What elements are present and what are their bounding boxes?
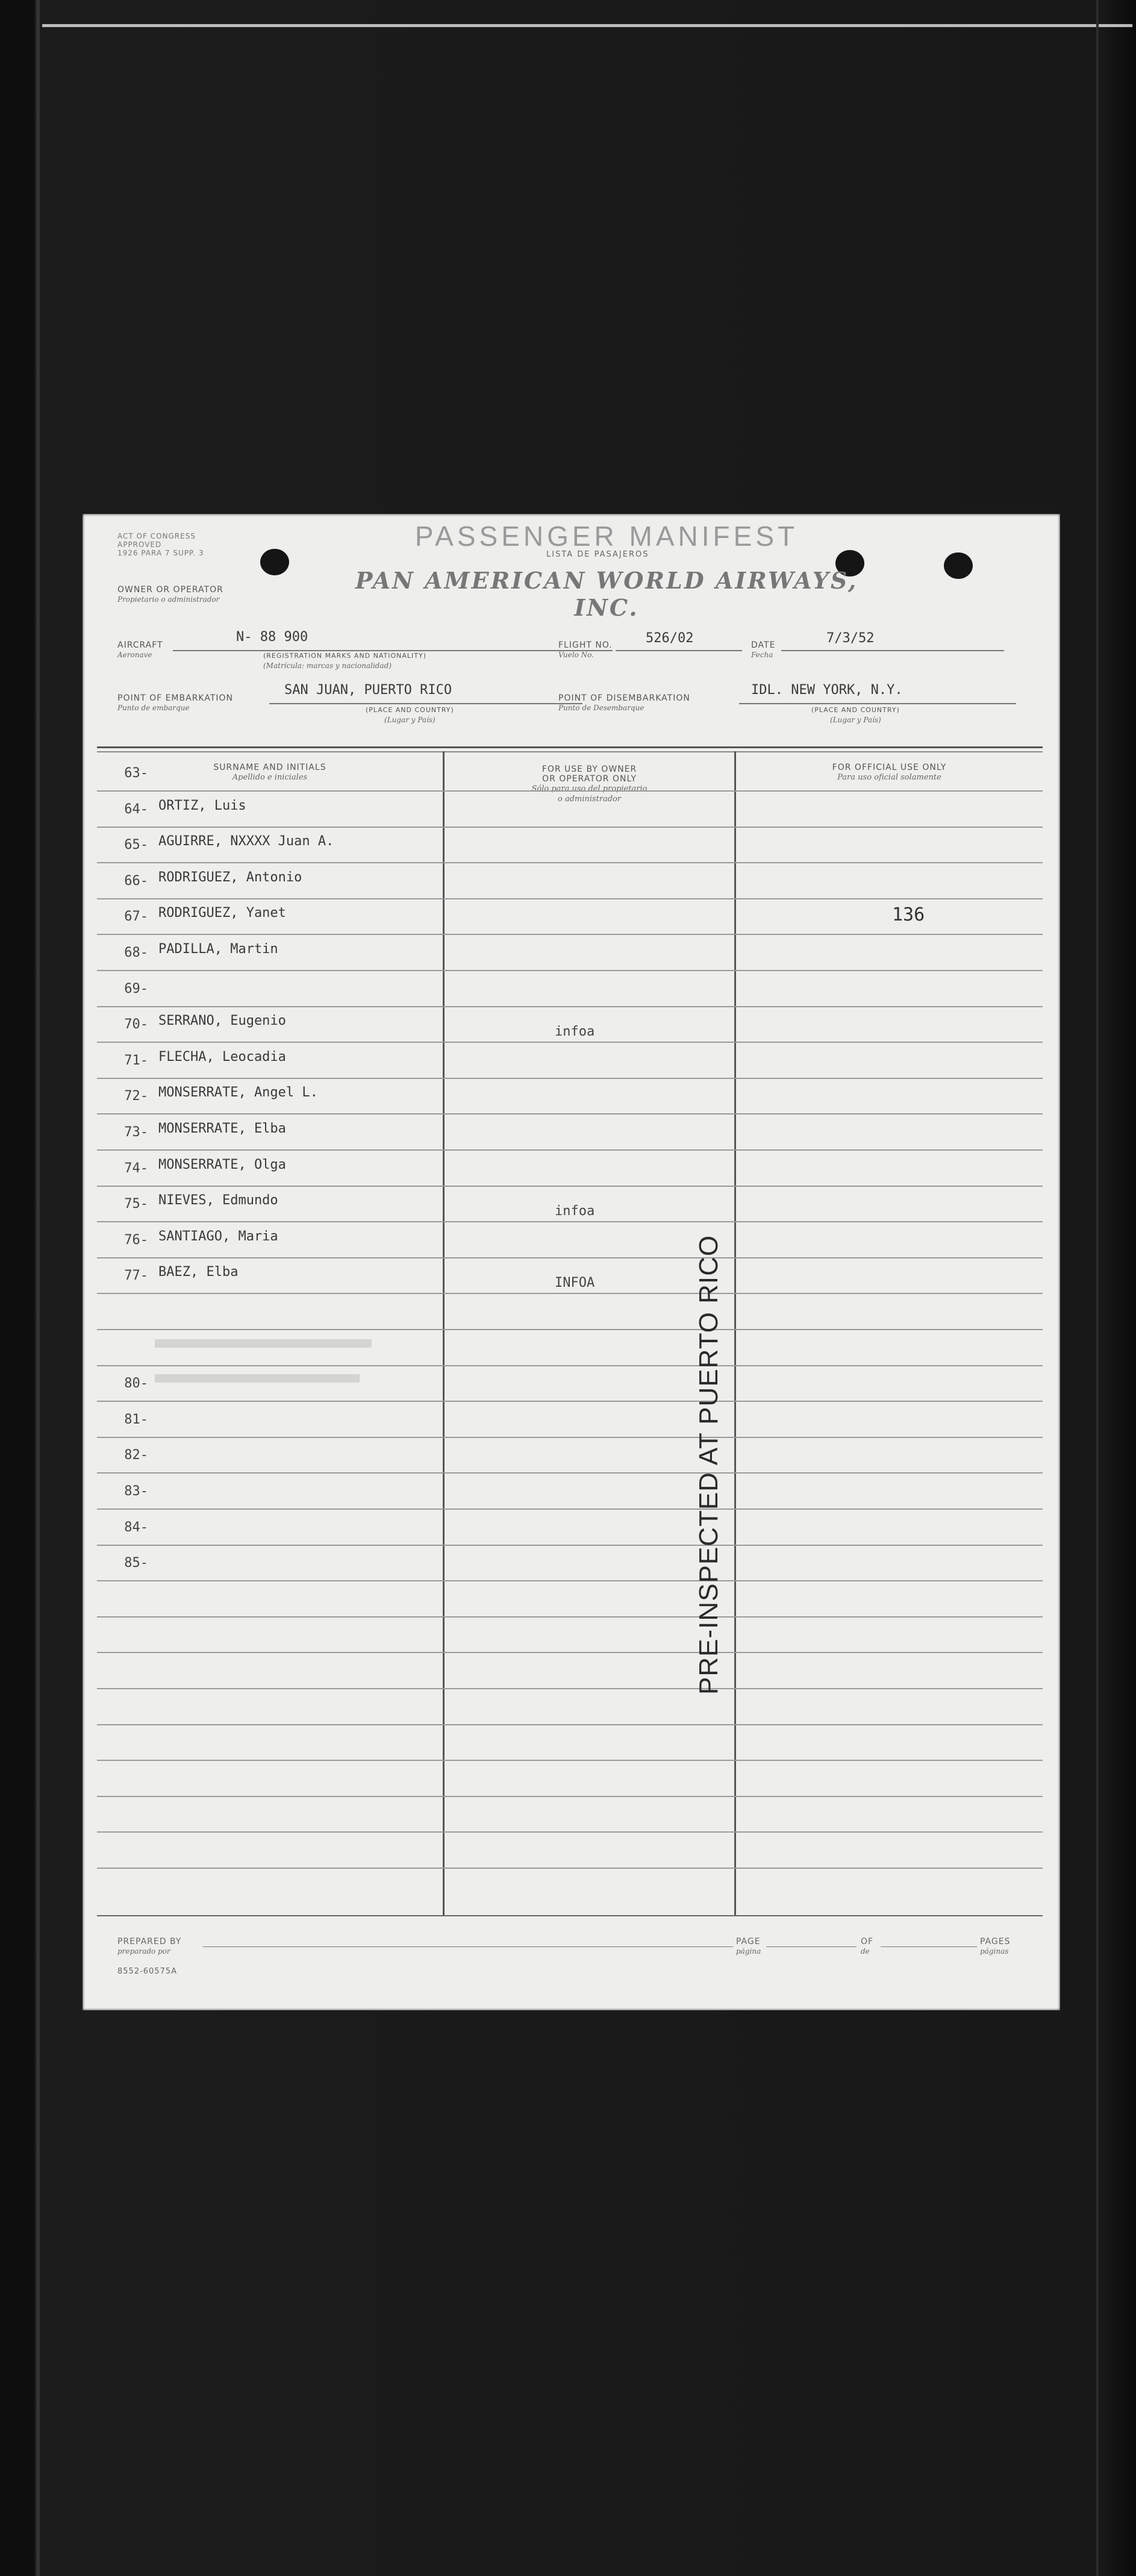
table-row	[97, 1222, 1043, 1258]
prepared-by-line	[203, 1946, 733, 1947]
table-row	[97, 1581, 1043, 1618]
owner-label: OWNER OR OPERATOR Propietario o administrador	[117, 585, 223, 604]
prepared-by-label: PREPARED BY preparado por	[117, 1937, 182, 1955]
table-top-rule	[97, 746, 1043, 748]
embarkation-label: POINT OF EMBARKATION Punto de embarque	[117, 693, 234, 712]
passenger-name: MONSERRATE, Elba	[158, 1121, 286, 1136]
aircraft-label: AIRCRAFT Aeronave	[117, 640, 163, 659]
disembarkation-value: IDL. NEW YORK, N.Y.	[751, 683, 903, 698]
faded-entry	[155, 1339, 372, 1348]
passenger-name: SERRANO, Eugenio	[158, 1013, 286, 1029]
embarkation-value: SAN JUAN, PUERTO RICO	[284, 683, 452, 698]
airline-name: PAN AMERICAN WORLD AIRWAYS, INC.	[355, 567, 858, 621]
flight-underline	[616, 650, 742, 651]
passenger-name: RODRIGUEZ, Antonio	[158, 869, 302, 885]
faded-entry	[155, 1374, 360, 1383]
owner-use-note: INFOA	[555, 1275, 595, 1291]
date-underline	[781, 650, 1004, 651]
table-row	[97, 827, 1043, 863]
date-label: DATE Fecha	[751, 640, 776, 659]
passenger-name: MONSERRATE, Angel L.	[158, 1085, 318, 1101]
table-row	[97, 1042, 1043, 1079]
table-row	[97, 1293, 1043, 1330]
table-row	[97, 1832, 1043, 1869]
disembarkation-label: POINT OF DISEMBARKATION Punto de Desembarque	[558, 693, 690, 712]
form-number: 8552-60575A	[117, 1967, 178, 1976]
table-row	[97, 934, 1043, 971]
row-number: 74-	[124, 1160, 148, 1176]
passenger-name: AGUIRRE, NXXXX Juan A.	[158, 834, 334, 849]
date-value: 7/3/52	[826, 631, 875, 646]
row-number: 67-	[124, 909, 148, 925]
page-title-es: LISTA DE PASAJEROS	[546, 550, 649, 559]
row-number: 76-	[124, 1232, 148, 1248]
passenger-name: MONSERRATE, Olga	[158, 1157, 286, 1172]
flight-value: 526/02	[646, 631, 694, 646]
pages-label: PAGES páginas	[980, 1937, 1011, 1955]
official-use-note: 136	[892, 904, 925, 926]
table-row	[97, 1150, 1043, 1187]
table-row	[97, 1006, 1043, 1043]
row-number: 84-	[124, 1519, 148, 1535]
of-line	[881, 1946, 977, 1947]
owner-use-note: infoa	[555, 1024, 595, 1040]
of-label: OF de	[861, 1937, 874, 1955]
table-row	[97, 1509, 1043, 1546]
table-row	[97, 863, 1043, 899]
table-row	[97, 1330, 1043, 1366]
table-row	[97, 755, 1043, 792]
table-row	[97, 1473, 1043, 1510]
page-title: PASSENGER MANIFEST	[414, 521, 799, 552]
table-row	[97, 791, 1043, 828]
row-number: 80-	[124, 1376, 148, 1392]
row-number: 72-	[124, 1089, 148, 1104]
passenger-name: BAEZ, Elba	[158, 1265, 239, 1280]
row-number: 83-	[124, 1484, 148, 1499]
owner-column-header: FOR USE BY OWNER OR OPERATOR ONLY Sólo para uso del propietario o administrador	[531, 764, 648, 804]
table-row	[97, 1365, 1043, 1402]
table-top-rule-2	[97, 751, 1043, 752]
table-row	[97, 1257, 1043, 1294]
table-row	[97, 1545, 1043, 1581]
punch-hole	[944, 552, 973, 579]
row-number: 81-	[124, 1411, 148, 1427]
table-row	[97, 1760, 1043, 1797]
passenger-name: ORTIZ, Luis	[158, 798, 246, 813]
table-row	[97, 1186, 1043, 1222]
row-number: 71-	[124, 1052, 148, 1068]
table-row	[97, 1724, 1043, 1761]
table-row	[97, 1437, 1043, 1474]
table-row	[97, 1401, 1043, 1438]
row-number: 82-	[124, 1448, 148, 1463]
table-row	[97, 1796, 1043, 1833]
aircraft-value: N- 88 900	[236, 630, 308, 645]
row-number: 75-	[124, 1196, 148, 1212]
passenger-name: FLECHA, Leocadia	[158, 1049, 286, 1064]
manifest-page	[83, 514, 1060, 2010]
row-number: 68-	[124, 945, 148, 960]
passenger-name: PADILLA, Martin	[158, 942, 278, 957]
passenger-name: RODRIGUEZ, Yanet	[158, 905, 286, 921]
passenger-name: NIEVES, Edmundo	[158, 1193, 278, 1208]
table-row	[97, 1652, 1043, 1689]
table-row	[97, 1078, 1043, 1114]
row-number: 63-	[124, 766, 148, 781]
surname-column-header: SURNAME AND INITIALS Apellido e iniciales	[213, 763, 326, 782]
page-label: PAGE página	[736, 1937, 761, 1955]
disembarkation-place-note: (PLACE AND COUNTRY) (Lugar y País)	[811, 706, 900, 724]
row-number: 69-	[124, 981, 148, 996]
embarkation-place-note: (PLACE AND COUNTRY) (Lugar y País)	[366, 706, 454, 724]
table-row	[97, 898, 1043, 935]
film-border-right	[1096, 0, 1099, 2576]
row-number: 70-	[124, 1017, 148, 1033]
page-line	[766, 1946, 857, 1947]
footer-rule	[97, 1915, 1043, 1916]
film-edge-line	[42, 24, 1132, 27]
official-column-header: FOR OFFICIAL USE ONLY Para uso oficial solamente	[832, 763, 947, 782]
row-number: 65-	[124, 837, 148, 853]
owner-use-note: infoa	[555, 1204, 595, 1219]
table-row	[97, 971, 1043, 1007]
registration-note: (REGISTRATION MARKS AND NATIONALITY) (Matrícula: marcas y nacionalidad)	[263, 652, 427, 670]
table-row	[97, 1114, 1043, 1151]
table-row	[97, 1616, 1043, 1653]
row-number: 85-	[124, 1555, 148, 1571]
row-number: 64-	[124, 801, 148, 817]
form-act-note: ACT OF CONGRESS APPROVED 1926 PARA 7 SUPP. 3	[117, 532, 204, 557]
pre-inspected-stamp: PRE-INSPECTED AT PUERTO RICO	[694, 1234, 723, 1695]
film-border-left	[36, 0, 40, 2576]
embarkation-underline	[269, 703, 582, 704]
passenger-name: SANTIAGO, Maria	[158, 1228, 278, 1244]
flight-label: FLIGHT NO. Vuelo No.	[558, 640, 613, 659]
table-row	[97, 1689, 1043, 1725]
punch-hole	[260, 549, 289, 575]
row-number: 77-	[124, 1268, 148, 1284]
disembarkation-underline	[739, 703, 1016, 704]
row-number: 66-	[124, 873, 148, 889]
row-number: 73-	[124, 1125, 148, 1140]
